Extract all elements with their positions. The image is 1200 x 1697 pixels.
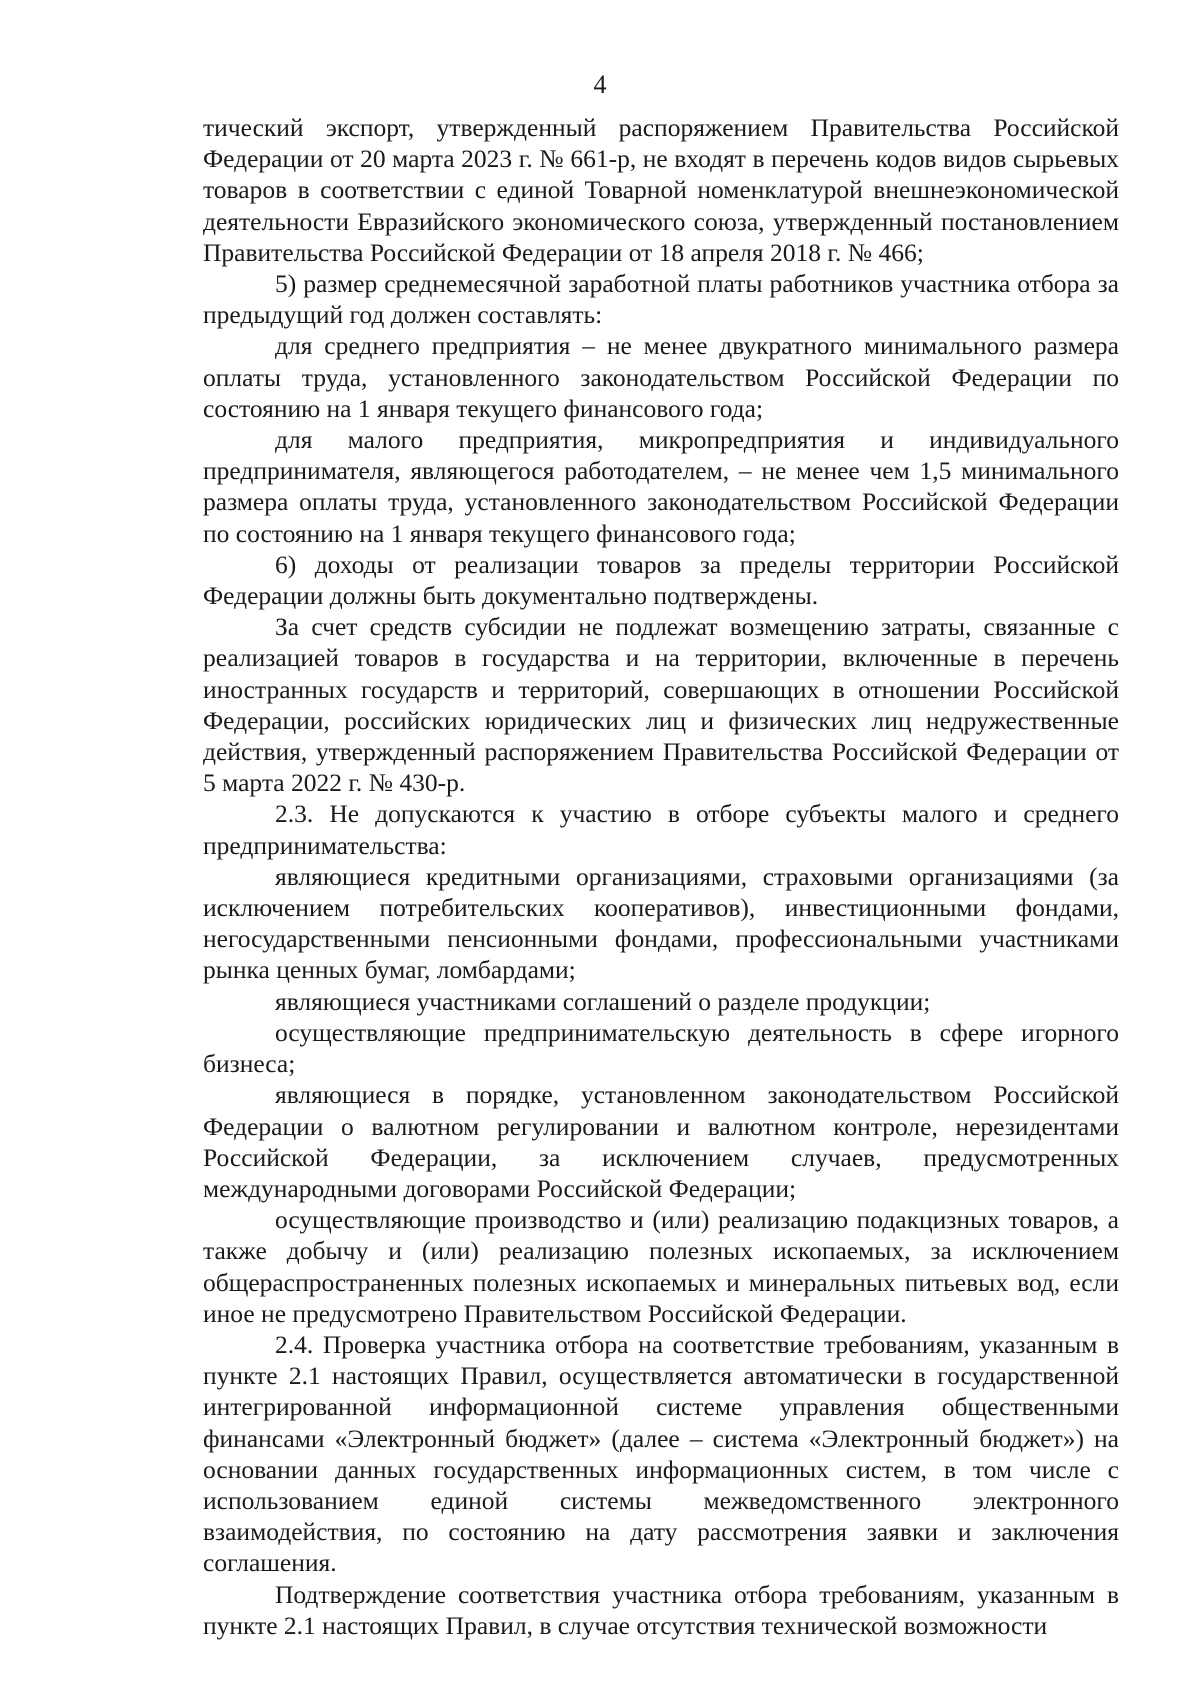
paragraph-12: осуществляющие производство и (или) реализацию подакцизных товаров, а также добычу и (или) реализацию полезных ископаемых, за исключением общераспространенных полезных ископаемых и минеральных питьевых вод, если иное не предусмотрено Правительством Российской Федерации. xyxy=(203,1205,1119,1328)
page-number: 4 xyxy=(593,70,607,99)
paragraph-14: Подтверждение соответствия участника отбора требованиям, указанным в пункте 2.1 настоящих Правил, в случае отсутствия технической возможности xyxy=(203,1579,1119,1640)
paragraph-3: для среднего предприятия – не менее двукратного минимального размера оплаты труда, установленного законодательством Российской Федерации по состоянию на 1 января текущего финансового года; xyxy=(203,331,1119,423)
paragraph-7: 2.3. Не допускаются к участию в отборе субъекты малого и среднего предпринимательства: xyxy=(203,799,1119,860)
paragraph-9: являющиеся участниками соглашений о разделе продукции; xyxy=(275,986,931,1016)
paragraph-8: являющиеся кредитными организациями, страховыми организациями (за исключением потребительских кооперативов), инвестиционными фондами, негосударственными пенсионными фондами, профессиональными участниками рынка ценных бумаг, ломбардами; xyxy=(203,861,1119,985)
paragraph-10: осуществляющие предпринимательскую деятельность в сфере игорного бизнеса; xyxy=(203,1017,1119,1079)
paragraph-4: для малого предприятия, микропредприятия и индивидуального предпринимателя, являющегося работодателем, – не менее чем 1,5 минимального размера оплаты труда, установленного законодательством Российской Федерации по состоянию на 1 января текущего финансового года; xyxy=(203,425,1119,548)
paragraph-1: тический экспорт, утвержденный распоряжением Правительства Российской Федерации от 20 марта 2023 г. № 661-р, не входят в перечень кодов видов сырьевых товаров в соответствии с единой Товарной номенклатурой внешнеэкономической деятельности Евразийского экономического союза, утвержденный постановлением Правительства Российской Федерации от 18 апреля 2018 г. № 466; xyxy=(203,113,1119,267)
paragraph-5: 6) доходы от реализации товаров за пределы территории Российской Федерации должны быть документально подтверждены. xyxy=(203,549,1119,611)
paragraph-6: За счет средств субсидии не подлежат возмещению затраты, связанные с реализацией товаров в государства и на территории, включенные в перечень иностранных государств и территорий, совершающих в отношении Российской Федерации, российских юридических лиц и физических лиц недружественные действия, утвержденный распоряжением Правительства Российской Федерации от 5 марта 2022 г. № 430-р. xyxy=(203,612,1119,798)
paragraph-11: являющиеся в порядке, установленном законодательством Российской Федерации о валютном регулировании и валютном контроле, нерезидентами Российской Федерации, за исключением случаев, предусмотренных международными договорами Российской Федерации; xyxy=(203,1080,1119,1203)
paragraph-13: 2.4. Проверка участника отбора на соответствие требованиям, указанным в пункте 2.1 настоящих Правил, осуществляется автоматически в государственной интегрированной информационной системе управления общественными финансами «Электронный бюджет» (далее – система «Электронный бюджет») на основании данных государственных информационных систем, в том числе с использованием единой системы межведомственного электронного взаимодействия, по состоянию на дату рассмотрения заявки и заключения соглашения. xyxy=(203,1329,1119,1578)
document-body xyxy=(203,112,1119,1641)
paragraph-2: 5) размер среднемесячной заработной платы работников участника отбора за предыдущий год должен составлять: xyxy=(203,269,1119,330)
